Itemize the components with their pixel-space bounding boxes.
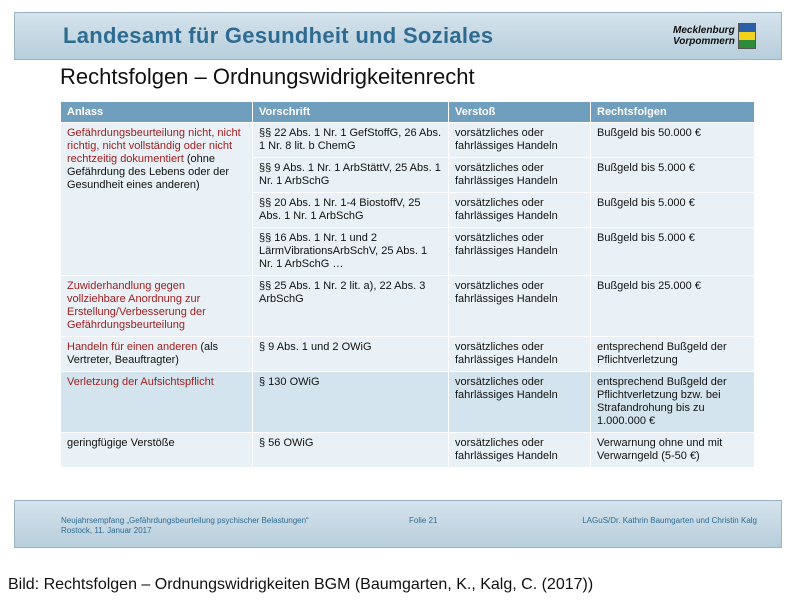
footer-event-date: Rostock, 11. Januar 2017 <box>61 526 152 535</box>
table-row <box>61 123 755 158</box>
rechtsfolgen-cell: Bußgeld bis 5.000 € <box>591 193 755 228</box>
logo-line2: Vorpommern <box>673 36 735 47</box>
table-header-row <box>61 102 755 123</box>
table-row <box>61 337 755 372</box>
anlass-cell: Verletzung der Aufsichtspflicht <box>61 372 253 433</box>
rechtsfolgen-cell: Bußgeld bis 25.000 € <box>591 276 755 337</box>
anlass-cell <box>61 337 253 372</box>
rechtsfolgen-cell: Bußgeld bis 5.000 € <box>591 228 755 276</box>
table-row <box>61 276 755 337</box>
column-header: Vorschrift <box>253 102 449 123</box>
vorschrift-cell: §§ 25 Abs. 1 Nr. 2 lit. a), 22 Abs. 3 ArbSchG <box>253 276 449 337</box>
anlass-cell <box>61 123 253 276</box>
verstoss-cell: vorsätzliches oder fahrlässiges Handeln <box>449 276 591 337</box>
flag-icon <box>738 23 756 49</box>
anlass-highlight: Gefährdungsbeurteilung nicht, nicht richtig, nicht vollständig oder nicht rechtzeitig dokumentiert <box>67 127 241 165</box>
footer-event <box>61 516 309 536</box>
table-row <box>61 433 755 468</box>
verstoss-cell: vorsätzliches oder fahrlässiges Handeln <box>449 372 591 433</box>
rechtsfolgen-cell: Bußgeld bis 5.000 € <box>591 158 755 193</box>
slide-number: Folie 21 <box>409 516 438 525</box>
vorschrift-cell: § 9 Abs. 1 und 2 OWiG <box>253 337 449 372</box>
logo-text <box>673 25 735 47</box>
header-title: Landesamt für Gesundheit und Soziales <box>63 23 494 48</box>
rechtsfolgen-cell: Verwarnung ohne und mit Verwarngeld (5-50 €) <box>591 433 755 468</box>
slide-subtitle: Rechtsfolgen – Ordnungswidrigkeitenrecht <box>60 64 475 89</box>
anlass-note: (als Vertreter, Beauftragter) <box>67 341 219 366</box>
vorschrift-cell: §§ 22 Abs. 1 Nr. 1 GefStoffG, 26 Abs. 1 Nr. 8 lit. b ChemG <box>253 123 449 158</box>
anlass-cell: geringfügige Verstöße <box>61 433 253 468</box>
verstoss-cell: vorsätzliches oder fahrlässiges Handeln <box>449 228 591 276</box>
vorschrift-cell: § 56 OWiG <box>253 433 449 468</box>
verstoss-cell: vorsätzliches oder fahrlässiges Handeln <box>449 433 591 468</box>
footer-event-title: Neujahrsempfang „Gefährdungsbeurteilung psychischer Belastungen“ <box>61 516 309 525</box>
column-header: Anlass <box>61 102 253 123</box>
image-caption: Bild: Rechtsfolgen – Ordnungswidrigkeiten BGM (Baumgarten, K., Kalg, C. (2017)) <box>8 576 594 593</box>
verstoss-cell: vorsätzliches oder fahrlässiges Handeln <box>449 193 591 228</box>
rechtsfolgen-cell: Bußgeld bis 50.000 € <box>591 123 755 158</box>
slide-header <box>14 12 782 60</box>
vorschrift-cell: § 130 OWiG <box>253 372 449 433</box>
rechtsfolgen-cell: entsprechend Bußgeld der Pflichtverletzung <box>591 337 755 372</box>
logo-line1: Mecklenburg <box>673 25 735 36</box>
footer-authors: LAGuS/Dr. Kathrin Baumgarten und Christin Kalg <box>582 516 757 525</box>
column-header: Verstoß <box>449 102 591 123</box>
legal-consequences-table <box>60 101 755 468</box>
vorschrift-cell: §§ 16 Abs. 1 Nr. 1 und 2 LärmVibrationsArbSchV, 25 Abs. 1 Nr. 1 ArbSchG … <box>253 228 449 276</box>
column-header: Rechtsfolgen <box>591 102 755 123</box>
anlass-cell: Zuwiderhandlung gegen vollziehbare Anordnung zur Erstellung/Verbesserung der Gefährdungsbeurteilung <box>61 276 253 337</box>
table-row <box>61 372 755 433</box>
verstoss-cell: vorsätzliches oder fahrlässiges Handeln <box>449 158 591 193</box>
verstoss-cell: vorsätzliches oder fahrlässiges Handeln <box>449 337 591 372</box>
vorschrift-cell: §§ 20 Abs. 1 Nr. 1-4 BiostoffV, 25 Abs. 1 Nr. 1 ArbSchG <box>253 193 449 228</box>
anlass-note: (ohne Gefährdung des Lebens oder der Gesundheit eines anderen) <box>67 153 230 191</box>
verstoss-cell: vorsätzliches oder fahrlässiges Handeln <box>449 123 591 158</box>
mv-logo <box>673 21 773 51</box>
vorschrift-cell: §§ 9 Abs. 1 Nr. 1 ArbStättV, 25 Abs. 1 Nr. 1 ArbSchG <box>253 158 449 193</box>
slide-footer <box>14 500 782 548</box>
anlass-highlight: Handeln für einen anderen <box>67 341 198 353</box>
rechtsfolgen-cell: entsprechend Bußgeld der Pflichtverletzung bzw. bei Strafandrohung bis zu 1.000.000 € <box>591 372 755 433</box>
